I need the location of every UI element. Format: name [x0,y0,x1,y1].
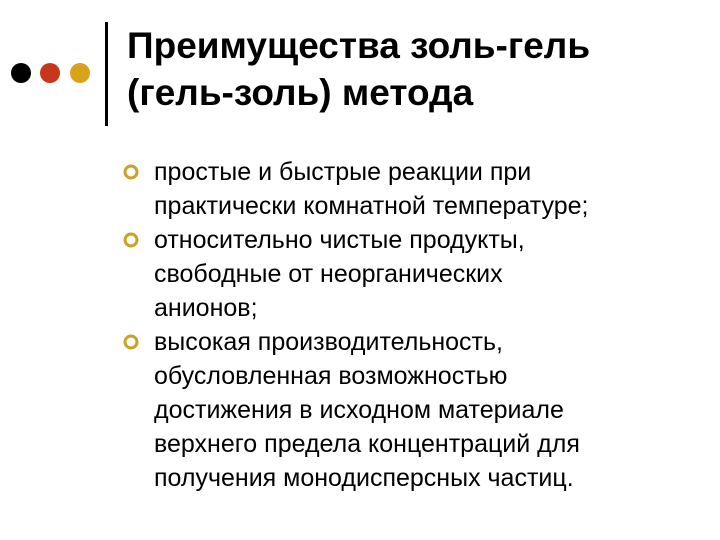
bullet-text: обусловленная возможностью [154,362,508,390]
bullet-text: анионов; [154,294,258,322]
hollow-circle-bullet-icon [120,331,142,353]
hollow-circle-bullet-icon [120,161,142,183]
bullet-text: простые и быстрые реакции при [154,158,532,186]
circle-dot-icon [70,63,90,83]
circle-dot-icon [40,63,60,83]
slide-title-line: Преимущества золь-гель [127,25,591,66]
bullet-text: относительно чистые продукты, [154,226,525,254]
bullet-text: свободные от неорганических [154,260,503,288]
circle-dot-icon [11,63,31,83]
hollow-circle-bullet-icon [120,229,142,251]
bullet-text: верхнего предела концентраций для [154,430,580,458]
bullet-item [0,155,720,223]
bullet-text: высокая производительность, [154,328,503,356]
accent-dots [0,63,100,85]
bullet-text: достижения в исходном материале [154,396,564,424]
bullet-text: получения монодисперсных частиц. [154,464,574,492]
title-divider [105,22,108,126]
slide-title-line: (гель-золь) метода [127,72,474,113]
bullet-item [0,325,720,495]
bullet-list [0,155,720,495]
bullet-text: практически комнатной температуре; [154,192,589,220]
bullet-item [0,223,720,325]
slide-title [127,22,707,116]
